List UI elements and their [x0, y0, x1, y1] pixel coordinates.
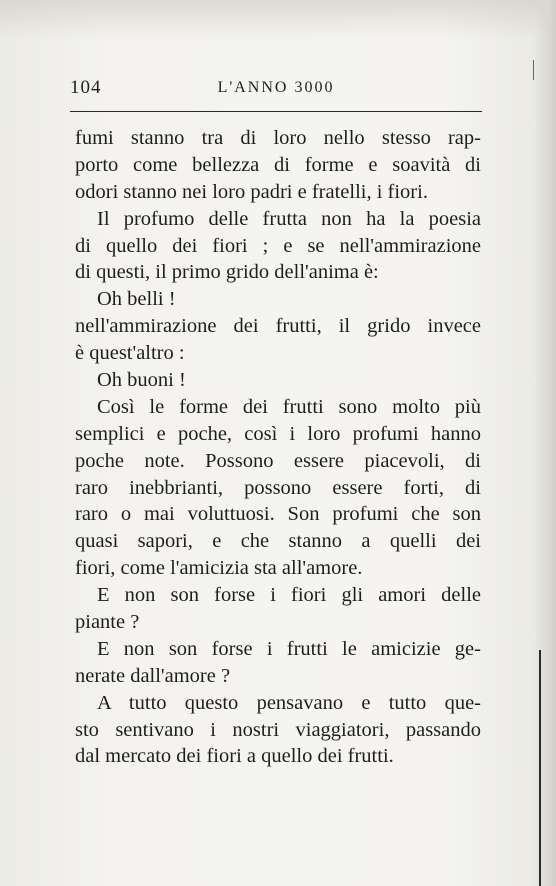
text-line: dal mercato dei fiori a quello dei frutti. — [75, 745, 394, 768]
text-line: semplici e poche, così i loro profumi hanno — [75, 422, 481, 445]
text-line: poche note. Possono essere piacevoli, di — [75, 449, 481, 472]
text-line: Oh belli ! — [97, 288, 176, 311]
text-line: quasi sapori, e che stanno a quelli dei — [75, 530, 481, 553]
text-line: fumi stanno tra di loro nello stesso rap- — [75, 127, 481, 149]
page-top-shadow — [0, 0, 556, 40]
text-line: A tutto questo pensavano e tutto que- — [97, 691, 481, 714]
text-line: è quest'altro : — [75, 342, 185, 365]
text-line: odori stanno nei loro padri e fratelli, i fiori. — [75, 180, 428, 203]
text-line: Così le forme dei frutti sono molto più — [97, 395, 481, 418]
text-line: Il profumo delle frutta non ha la poesia — [97, 207, 481, 230]
header-rule — [70, 111, 482, 112]
page-header — [70, 77, 482, 103]
text-line: sto sentivano i nostri viaggiatori, passando — [75, 718, 481, 741]
text-line: piante ? — [75, 611, 140, 634]
text-line: porto come bellezza di forme e soavità di — [75, 153, 481, 176]
page-gutter-edge — [534, 0, 556, 886]
binding-line — [539, 650, 541, 886]
binding-mark — [533, 60, 534, 80]
text-line: raro o mai voluttuosi. Son profumi che son — [75, 503, 481, 526]
text-line: E non son forse i fiori gli amori delle — [97, 584, 481, 607]
text-line: di questi, il primo grido dell'anima è: — [75, 261, 379, 284]
text-line: raro inebbrianti, possono essere forti, di — [75, 476, 481, 499]
text-line: E non son forse i frutti le amicizie ge- — [97, 637, 481, 660]
text-line: nell'ammirazione dei frutti, il grido invece — [75, 315, 481, 338]
page-number: 104 — [70, 77, 102, 98]
text-line: fiori, come l'amicizia sta all'amore. — [75, 557, 363, 580]
text-line: nerate dall'amore ? — [75, 664, 231, 687]
body-text — [75, 125, 481, 770]
text-line: Oh buoni ! — [97, 369, 186, 392]
running-title: L'ANNO 3000 — [217, 79, 335, 96]
text-line: di quello dei fiori ; e se nell'ammirazione — [75, 234, 481, 257]
